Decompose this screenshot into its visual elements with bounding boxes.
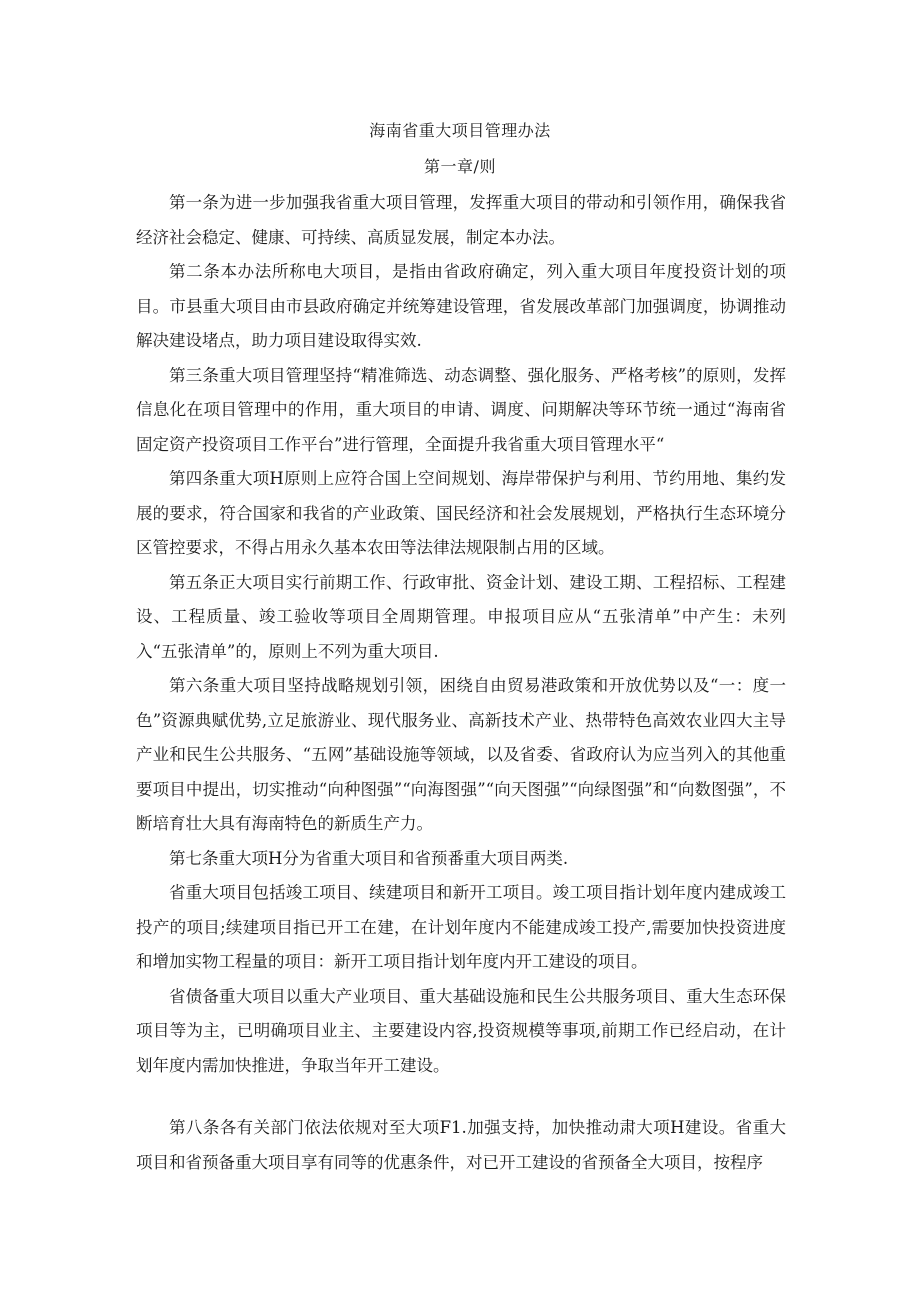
article-7-clause-1: 省重大项目包括竣工项目、续建项目和新开工项目。竣工项目指计划年度内建成竣工投产的项目;续建项目指已开工在建，在计划年度内不能建成竣工投产,需要加快投资进度和增加实物工程量的项目：新开工项目指计划年度内开工建设的项目。 — [136, 883, 786, 971]
chapter-heading: 第一章∕则 — [424, 157, 496, 176]
article-8: 第八条各有关部门依法依规对至大项F1.加强支持，加快推动肃大项H建设。省重大项目和省预备重大项目享有同等的优惠条件，对已开工建设的省预备全大项目，按程序 — [136, 1118, 786, 1172]
article-3: 第三条重大项目管理坚持“精准筛选、动态调整、强化服务、严格考核”的原则，发挥信息化在项目管理中的作用，重大项目的申请、调度、问期解决等环节统一通过“海南省固定资产投资项目工作平台”进行管理，全面提升我省重大项目管理水平“ — [136, 365, 786, 454]
document-title: 海南省重大项目管理办法 — [369, 121, 551, 140]
article-6: 第六条重大项目坚持战略规划引领，困绕自由贸易港政策和开放优势以及“一：度一色”资源典赋优势,立足旅游业、现代服务业、高新技术产业、热带特色高效农业四大主导产业和民生公共服务、“五网”基础设施等领域，以及省委、省政府认为应当列入的其他重要项目中提出，切实推动“向种图强”“向海图强”“向天图强”“向绿图强”和“向数图强”，不断培育壮大具有海南特色的新质生产力。 — [136, 676, 786, 833]
article-7-clause-2: 省债备重大项目以重大产业项目、重大基础设施和民生公共服务项目、重大生态环保项目等为主，已明确项目业主、主要建设内容,投资规模等事项,前期工作已经启动，在计划年度内需加快推进，争取当年开工建设。 — [136, 986, 786, 1075]
article-5: 第五条正大项目实行前期工作、行政审批、资金计划、建设工期、工程招标、工程建设、工程质量、竣工验收等项目全周期管理。申报项目应从“五张清单”中产生：未列入“五张清单”的，原则上不列为重大项目. — [136, 572, 786, 661]
article-2: 第二条本办法所称电大项目，是指由省政府确定，列入重大项目年度投资计划的项目。市县重大项目由市县政府确定并统筹建设管理，省发展改革部门加强调度，协调推动解决建设堵点，助力项目建设取得实效. — [136, 262, 786, 350]
article-4: 第四条重大项H原则上应符合国上空间规划、海岸带保护与利用、节约用地、集约发展的要求，符合国家和我省的产业政策、国民经济和社会发展规划，严格执行生态环境分区管控要求，不得占用永久基本农田等法律法规限制占用的区域。 — [136, 469, 786, 557]
document-body — [136, 186, 786, 1180]
article-7: 第七条重大项H分为省重大项目和省预番重大项目两类. — [169, 848, 569, 868]
article-1: 第一条为进一步加强我省重大项目管理，发挥重大项目的带动和引领作用，确保我省经济社会稳定、健康、可持续、高质显发展，制定本办法。 — [136, 193, 786, 247]
